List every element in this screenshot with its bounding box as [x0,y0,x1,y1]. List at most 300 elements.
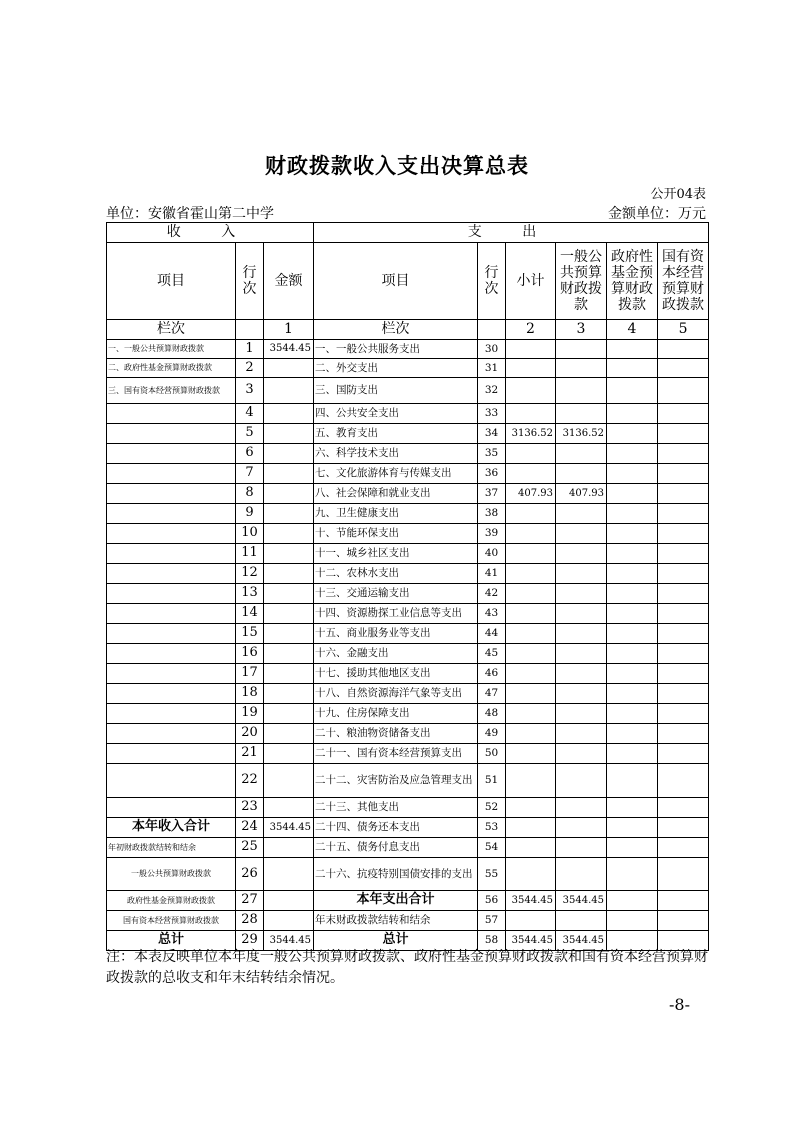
subtotal-amount [506,798,556,818]
subtotal-amount [506,724,556,744]
state-capital-amount [658,764,709,798]
subtotal-amount [506,704,556,724]
gov-fund-amount [607,604,658,624]
general-budget-amount [556,464,607,484]
income-item [107,604,236,624]
income-item [107,444,236,464]
income-item: 三、国有资本经营预算财政拨款 [107,378,236,404]
table-row [107,911,709,931]
col-2: 2 [506,320,556,340]
table-row [107,584,709,604]
state-capital-amount [658,818,709,838]
form-number: 公开04表 [650,187,706,202]
table-row [107,444,709,464]
income-row-no: 16 [236,644,264,664]
income-amount [264,764,314,798]
table-row [107,544,709,564]
page-number: -8- [669,995,690,1014]
income-item [107,564,236,584]
gov-fund-amount [607,424,658,444]
expense-row-no: 52 [478,798,506,818]
income-row-no: 5 [236,424,264,444]
table-row [107,858,709,891]
income-item [107,724,236,744]
table-row [107,744,709,764]
expense-row-no: 35 [478,444,506,464]
expense-row-no: 49 [478,724,506,744]
expense-item: 二十五、债务付息支出 [314,838,478,858]
income-item [107,764,236,798]
table-row [107,724,709,744]
income-amount [264,484,314,504]
income-amount [264,504,314,524]
expense-row-no: 43 [478,604,506,624]
income-row-no: 26 [236,858,264,891]
table-row [107,764,709,798]
general-budget-amount [556,604,607,624]
general-budget-amount: 3544.45 [556,931,607,951]
income-item: 本年收入合计 [107,818,236,838]
general-budget-amount [556,359,607,378]
header-gov-fund: 政府性基金预算财政拨款 [607,243,658,320]
state-capital-amount [658,684,709,704]
subtotal-amount [506,764,556,798]
income-amount [264,544,314,564]
gov-fund-amount [607,664,658,684]
state-capital-amount [658,404,709,424]
expense-item: 二十六、抗疫特别国债安排的支出 [314,858,478,891]
expense-item: 二、外交支出 [314,359,478,378]
income-item: 二、政府性基金预算财政拨款 [107,359,236,378]
income-amount [264,838,314,858]
income-item: 政府性基金预算财政拨款 [107,891,236,911]
header-expense-item: 项目 [314,243,478,320]
income-amount [264,664,314,684]
expense-row-no: 50 [478,744,506,764]
general-budget-amount [556,684,607,704]
expense-item: 十六、金融支出 [314,644,478,664]
expense-item: 二十三、其他支出 [314,798,478,818]
table-row [107,704,709,724]
subtotal-amount [506,684,556,704]
general-budget-amount [556,644,607,664]
money-unit: 金额单位：万元 [608,206,706,222]
expense-item: 二十四、债务还本支出 [314,818,478,838]
general-budget-amount [556,664,607,684]
income-item [107,524,236,544]
state-capital-amount [658,378,709,404]
income-amount [264,524,314,544]
expense-row-no: 36 [478,464,506,484]
general-budget-amount [556,404,607,424]
expense-item: 十三、交通运输支出 [314,584,478,604]
expense-row-no: 47 [478,684,506,704]
col-3: 3 [556,320,607,340]
page-title: 财政拨款收入支出决算总表 [265,153,529,178]
subtotal-amount [506,744,556,764]
table-row [107,798,709,818]
gov-fund-amount [607,564,658,584]
subtotal-amount [506,624,556,644]
income-item [107,798,236,818]
table-row [107,838,709,858]
income-header: 收 入 [107,223,314,243]
income-item [107,504,236,524]
expense-row-no: 51 [478,764,506,798]
table-row [107,818,709,838]
state-capital-amount [658,584,709,604]
subtotal-amount: 3544.45 [506,931,556,951]
header-income-row-no: 行次 [236,243,264,320]
expense-row-no: 56 [478,891,506,911]
subtotal-amount [506,340,556,359]
income-amount [264,858,314,891]
income-item [107,404,236,424]
subtotal-amount [506,504,556,524]
income-item: 一、一般公共预算财政拨款 [107,340,236,359]
general-budget-amount [556,818,607,838]
table-row [107,524,709,544]
col-label-expense: 栏次 [314,320,478,340]
income-row-no: 2 [236,359,264,378]
expense-row-no: 46 [478,664,506,684]
expense-row-no: 55 [478,858,506,891]
subtotal-amount [506,464,556,484]
general-budget-amount [556,564,607,584]
subtotal-amount [506,644,556,664]
expense-row-no: 34 [478,424,506,444]
state-capital-amount [658,724,709,744]
income-item [107,644,236,664]
table-row [107,404,709,424]
expense-item: 本年支出合计 [314,891,478,911]
expense-item: 十四、资源勘探工业信息等支出 [314,604,478,624]
income-amount [264,564,314,584]
expense-item: 十、节能环保支出 [314,524,478,544]
general-budget-amount: 3136.52 [556,424,607,444]
header-expense-row-no: 行次 [478,243,506,320]
subtotal-amount: 3136.52 [506,424,556,444]
income-row-no: 13 [236,584,264,604]
general-budget-amount [556,798,607,818]
subtotal-amount [506,404,556,424]
general-budget-amount [556,764,607,798]
income-row-no: 8 [236,484,264,504]
gov-fund-amount [607,464,658,484]
state-capital-amount [658,838,709,858]
expense-item: 五、教育支出 [314,424,478,444]
gov-fund-amount [607,744,658,764]
state-capital-amount [658,911,709,931]
income-item [107,544,236,564]
gov-fund-amount [607,838,658,858]
income-amount [264,744,314,764]
subtotal-amount: 407.93 [506,484,556,504]
expense-row-no: 45 [478,644,506,664]
expense-row-no: 31 [478,359,506,378]
income-amount [264,378,314,404]
table-row [107,684,709,704]
expense-item: 十五、商业服务业等支出 [314,624,478,644]
expense-header: 支 出 [314,223,709,243]
gov-fund-amount [607,584,658,604]
expense-item: 十七、援助其他地区支出 [314,664,478,684]
expense-item: 十八、自然资源海洋气象等支出 [314,684,478,704]
general-budget-amount [556,584,607,604]
general-budget-amount [556,624,607,644]
gov-fund-amount [607,404,658,424]
income-item: 总计 [107,931,236,951]
income-row-no: 9 [236,504,264,524]
income-item: 年初财政拨款结转和结余 [107,838,236,858]
state-capital-amount [658,444,709,464]
income-item [107,744,236,764]
table-row [107,378,709,404]
gov-fund-amount [607,378,658,404]
income-item: 一般公共预算财政拨款 [107,858,236,891]
income-amount [264,584,314,604]
gov-fund-amount [607,911,658,931]
income-row-no: 11 [236,544,264,564]
expense-item: 二十、粮油物资储备支出 [314,724,478,744]
gov-fund-amount [607,484,658,504]
col-label-income: 栏次 [107,320,236,340]
gov-fund-amount [607,340,658,359]
income-row-no: 18 [236,684,264,704]
income-amount: 3544.45 [264,340,314,359]
table-row [107,604,709,624]
expense-item: 年末财政拨款结转和结余 [314,911,478,931]
gov-fund-amount [607,684,658,704]
gov-fund-amount [607,644,658,664]
income-item [107,424,236,444]
income-amount [264,891,314,911]
expense-row-no: 39 [478,524,506,544]
expense-item: 十二、农林水支出 [314,564,478,584]
expense-row-no: 33 [478,404,506,424]
income-row-no: 17 [236,664,264,684]
expense-row-no: 57 [478,911,506,931]
expense-item: 九、卫生健康支出 [314,504,478,524]
state-capital-amount [658,891,709,911]
header-amount: 金额 [264,243,314,320]
income-row-no: 6 [236,444,264,464]
gov-fund-amount [607,544,658,564]
state-capital-amount [658,704,709,724]
gov-fund-amount [607,359,658,378]
income-amount [264,424,314,444]
income-item [107,664,236,684]
income-amount [264,464,314,484]
expense-item: 二十一、国有资本经营预算支出 [314,744,478,764]
expense-row-no: 32 [478,378,506,404]
expense-item: 二十二、灾害防治及应急管理支出 [314,764,478,798]
gov-fund-amount [607,818,658,838]
expense-item: 七、文化旅游体育与传媒支出 [314,464,478,484]
subtotal-amount [506,544,556,564]
table-row [107,644,709,664]
subtotal-amount [506,911,556,931]
gov-fund-amount [607,764,658,798]
general-budget-amount [556,544,607,564]
gov-fund-amount [607,704,658,724]
subtotal-amount [506,359,556,378]
income-row-no: 21 [236,744,264,764]
general-budget-amount [556,504,607,524]
income-row-no: 10 [236,524,264,544]
state-capital-amount [658,484,709,504]
income-item [107,484,236,504]
general-budget-amount [556,911,607,931]
income-row-no: 25 [236,838,264,858]
state-capital-amount [658,524,709,544]
expense-item: 六、科学技术支出 [314,444,478,464]
income-item [107,704,236,724]
income-row-no: 20 [236,724,264,744]
income-row-no: 24 [236,818,264,838]
header-income-item: 项目 [107,243,236,320]
table-row [107,424,709,444]
expense-item: 十一、城乡社区支出 [314,544,478,564]
income-item [107,464,236,484]
income-row-no: 15 [236,624,264,644]
subtotal-amount [506,444,556,464]
budget-table [106,222,709,951]
subtotal-amount [506,664,556,684]
general-budget-amount: 407.93 [556,484,607,504]
gov-fund-amount [607,444,658,464]
state-capital-amount [658,424,709,444]
income-row-no: 23 [236,798,264,818]
state-capital-amount [658,664,709,684]
state-capital-amount [658,564,709,584]
gov-fund-amount [607,624,658,644]
income-amount [264,704,314,724]
expense-item: 三、国防支出 [314,378,478,404]
general-budget-amount [556,378,607,404]
general-budget-amount [556,744,607,764]
income-amount [264,404,314,424]
general-budget-amount [556,340,607,359]
expense-row-no: 37 [478,484,506,504]
expense-row-no: 48 [478,704,506,724]
income-item: 国有资本经营预算财政拨款 [107,911,236,931]
subtotal-amount [506,584,556,604]
col-blank [236,320,264,340]
income-amount [264,624,314,644]
general-budget-amount: 3544.45 [556,891,607,911]
subtotal-amount [506,858,556,891]
col-5: 5 [658,320,709,340]
table-row [107,891,709,911]
state-capital-amount [658,604,709,624]
expense-item: 总计 [314,931,478,951]
income-amount [264,359,314,378]
state-capital-amount [658,798,709,818]
col-blank [478,320,506,340]
table-row [107,359,709,378]
general-budget-amount [556,858,607,891]
expense-row-no: 53 [478,818,506,838]
expense-item: 八、社会保障和就业支出 [314,484,478,504]
income-item [107,684,236,704]
state-capital-amount [658,644,709,664]
income-row-no: 3 [236,378,264,404]
subtotal-amount [506,564,556,584]
income-amount [264,798,314,818]
gov-fund-amount [607,724,658,744]
state-capital-amount [658,624,709,644]
gov-fund-amount [607,891,658,911]
income-row-no: 4 [236,404,264,424]
income-amount: 3544.45 [264,818,314,838]
income-amount [264,444,314,464]
gov-fund-amount [607,504,658,524]
state-capital-amount [658,359,709,378]
header-subtotal: 小计 [506,243,556,320]
expense-row-no: 58 [478,931,506,951]
expense-item: 四、公共安全支出 [314,404,478,424]
income-item [107,624,236,644]
header-general-budget: 一般公共预算财政拨款 [556,243,607,320]
table-row [107,340,709,359]
income-amount [264,644,314,664]
income-amount [264,604,314,624]
state-capital-amount [658,744,709,764]
income-row-no: 27 [236,891,264,911]
general-budget-amount [556,444,607,464]
subtotal-amount [506,838,556,858]
gov-fund-amount [607,798,658,818]
income-row-no: 29 [236,931,264,951]
table-row [107,624,709,644]
income-row-no: 14 [236,604,264,624]
subtotal-amount [506,524,556,544]
subtotal-amount [506,818,556,838]
table-row [107,564,709,584]
table-row [107,664,709,684]
income-amount [264,911,314,931]
income-row-no: 19 [236,704,264,724]
income-row-no: 28 [236,911,264,931]
general-budget-amount [556,838,607,858]
income-row-no: 22 [236,764,264,798]
expense-item: 十九、住房保障支出 [314,704,478,724]
general-budget-amount [556,724,607,744]
subtotal-amount: 3544.45 [506,891,556,911]
state-capital-amount [658,504,709,524]
expense-row-no: 42 [478,584,506,604]
subtotal-amount [506,378,556,404]
expense-row-no: 54 [478,838,506,858]
income-row-no: 1 [236,340,264,359]
income-row-no: 7 [236,464,264,484]
general-budget-amount [556,704,607,724]
table-row [107,504,709,524]
expense-row-no: 40 [478,544,506,564]
expense-row-no: 38 [478,504,506,524]
table-row [107,464,709,484]
expense-row-no: 41 [478,564,506,584]
col-1: 1 [264,320,314,340]
state-capital-amount [658,340,709,359]
subtotal-amount [506,604,556,624]
gov-fund-amount [607,858,658,891]
income-row-no: 12 [236,564,264,584]
income-amount: 3544.45 [264,931,314,951]
state-capital-amount [658,544,709,564]
footnote: 注：本表反映单位本年度一般公共预算财政拨款、政府性基金预算财政拨款和国有资本经营预算财政拨款的总收支和年末结转结余情况。 [106,949,708,986]
